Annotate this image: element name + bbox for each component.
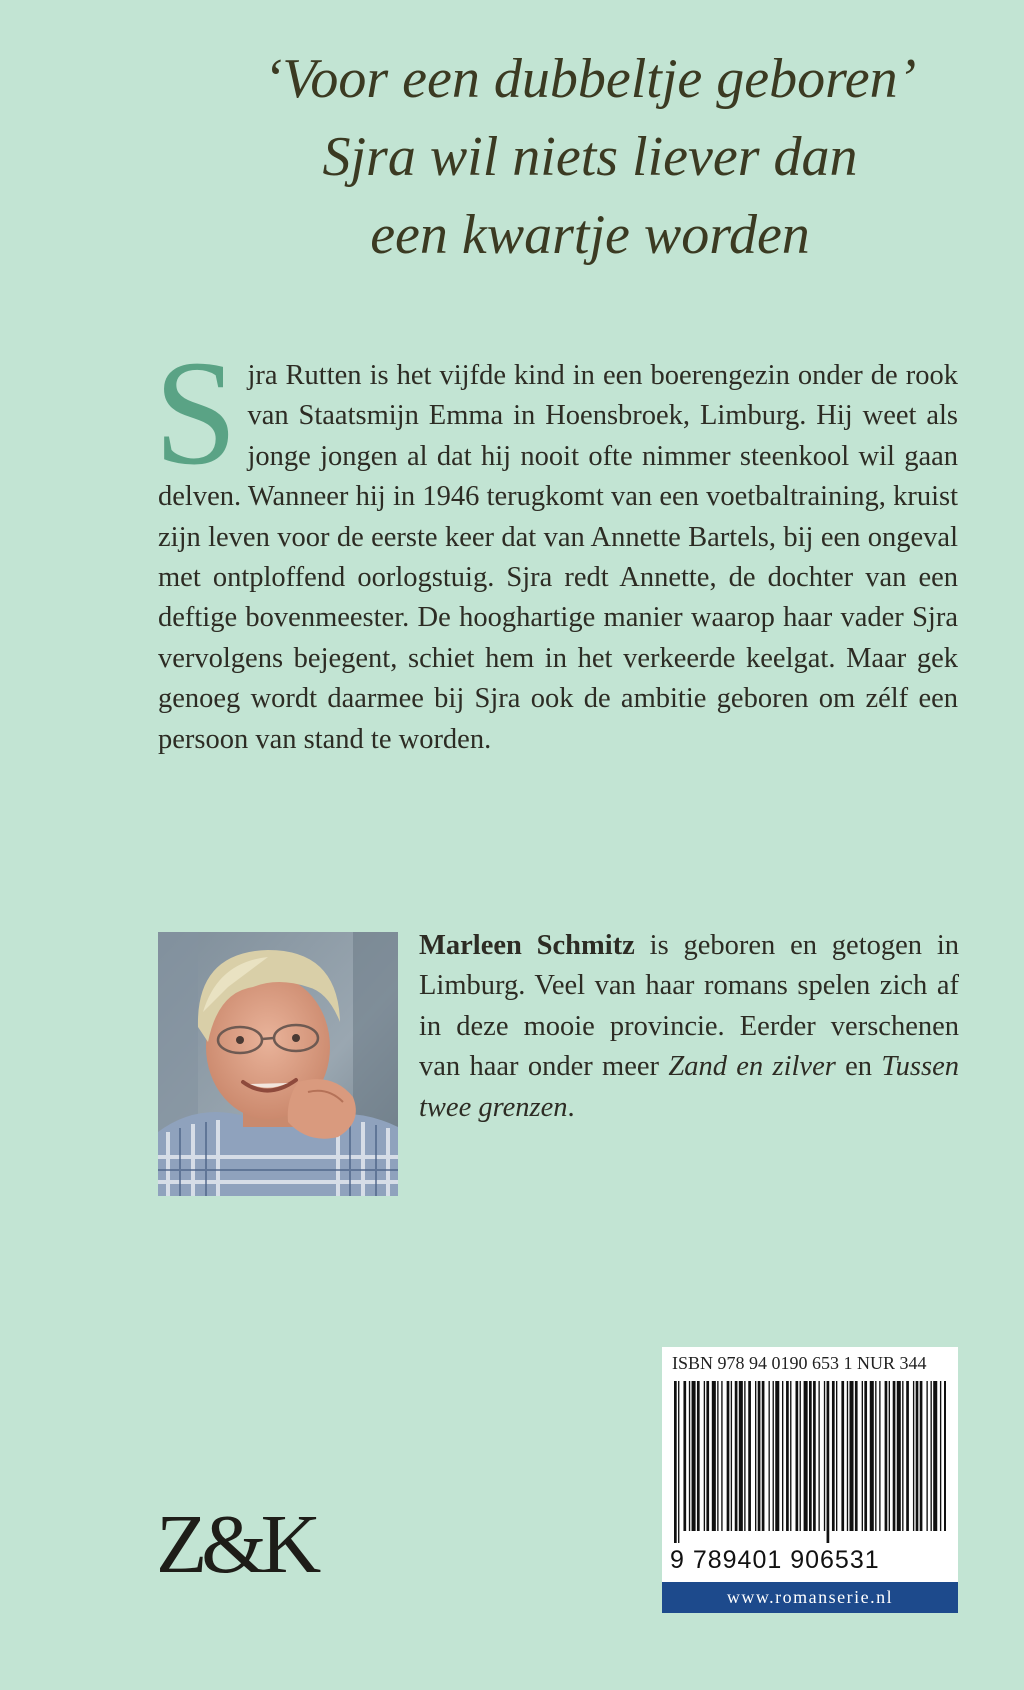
barcode-bar xyxy=(885,1381,888,1531)
author-name: Marleen Schmitz xyxy=(419,930,635,961)
barcode-bar xyxy=(847,1381,848,1531)
barcode-bar xyxy=(926,1381,927,1531)
barcode-bar xyxy=(739,1381,743,1531)
barcode-bar xyxy=(712,1381,716,1531)
barcode-bar xyxy=(674,1381,677,1543)
barcode-bar xyxy=(790,1381,791,1531)
barcode-bar xyxy=(916,1381,919,1531)
barcode-bar xyxy=(809,1381,812,1531)
barcode-bar xyxy=(855,1381,858,1531)
website-url: www.romanserie.nl xyxy=(662,1582,958,1613)
tagline-line-1: ‘Voor een dubbeltje geboren’ xyxy=(263,48,917,110)
barcode-bar xyxy=(731,1381,732,1531)
tagline-line-3: een kwartje worden xyxy=(370,204,810,266)
barcode-bar xyxy=(850,1381,854,1531)
tagline xyxy=(150,40,1024,274)
barcode-bar xyxy=(862,1381,863,1531)
barcode-bar xyxy=(692,1381,696,1531)
barcode-bar xyxy=(782,1381,783,1531)
barcode-bar xyxy=(897,1381,901,1531)
isbn-text: ISBN 978 94 0190 653 1 NUR 344 xyxy=(672,1353,927,1373)
barcode-bar xyxy=(786,1381,789,1531)
barcode-bar xyxy=(706,1381,709,1531)
barcode-bar xyxy=(762,1381,765,1531)
barcode-bar xyxy=(824,1381,825,1531)
barcode-bar xyxy=(775,1381,779,1531)
barcode-bar xyxy=(841,1381,844,1531)
barcode-bar xyxy=(827,1381,830,1543)
book-title-2: Tussen twee grenzen xyxy=(419,1051,959,1123)
barcode-bar xyxy=(735,1381,738,1531)
barcode-bar xyxy=(889,1381,890,1531)
barcode-bar xyxy=(744,1381,745,1531)
barcode-bar xyxy=(704,1381,705,1531)
barcode-digits: 9 789401 906531 xyxy=(670,1546,880,1574)
barcode-bar xyxy=(773,1381,774,1531)
barcode-bar xyxy=(931,1381,932,1531)
barcode-bar xyxy=(697,1381,700,1531)
barcode-bar xyxy=(875,1381,876,1531)
barcode-bar xyxy=(796,1381,799,1531)
barcode-bar xyxy=(920,1381,923,1531)
barcode-bar xyxy=(758,1381,761,1531)
author-photo xyxy=(158,932,398,1196)
author-bio-text-1: is geboren en getogen in Limburg. Veel van haar romans spelen zich af in deze mooie provincie. Eerder verschenen van haar onder meer xyxy=(419,930,959,1083)
barcode-label xyxy=(662,1347,958,1613)
author-portrait-image xyxy=(158,932,398,1196)
barcode-bar xyxy=(727,1381,730,1531)
tagline-line-2: Sjra wil niets liever dan xyxy=(322,126,858,188)
barcode-bar xyxy=(769,1381,770,1531)
barcode-bar xyxy=(800,1381,801,1531)
barcode-bar xyxy=(870,1381,874,1531)
barcode-bar xyxy=(818,1381,819,1531)
barcode-bar xyxy=(864,1381,867,1531)
barcode-bar xyxy=(944,1381,946,1531)
barcode-bar xyxy=(893,1381,896,1531)
barcode-bar xyxy=(832,1381,835,1531)
drop-cap: S xyxy=(154,330,238,496)
barcode-bar xyxy=(933,1381,937,1531)
blurb-text: jra Rutten is het vijfde kind in een boerengezin onder de rook van Staatsmijn Emma in Hoensbroek, Limburg. Hij weet als jonge jongen al dat hij nooit ofte nimmer steenkool wil gaan delven. Wanneer hij in 1946 terugkomt van een voetbaltraining, kruist zijn leven voor de eerste keer dat van Annette Bartels, bij een ongeval met ontploffend oorlogstuig. Sjra redt Annette, de dochter van een deftige bovenmeester. De hooghartige manier waarop haar vader Sjra vervolgens bejegent, schiet hem in het verkeerde keelgat. Maar gek genoeg wordt daarmee bij Sjra ook de ambitie geboren om zélf een persoon van stand te worden. xyxy=(158,360,958,755)
barcode-bar xyxy=(748,1381,751,1531)
publisher-logo: Z&K xyxy=(156,1498,316,1591)
barcode-bar xyxy=(906,1381,909,1531)
barcode-bar xyxy=(813,1381,816,1531)
barcode-bar xyxy=(683,1381,686,1531)
barcode-bars xyxy=(674,1381,946,1543)
barcode-bar xyxy=(717,1381,718,1531)
barcode-bar xyxy=(879,1381,880,1531)
barcode-bar xyxy=(913,1381,914,1531)
barcode-bar xyxy=(721,1381,722,1531)
barcode-bar xyxy=(940,1381,941,1531)
barcode-bar xyxy=(689,1381,690,1531)
author-bio xyxy=(419,926,959,1128)
book-blurb xyxy=(154,330,958,760)
author-bio-text-3: . xyxy=(567,1091,575,1123)
author-bio-text-2: en xyxy=(835,1051,882,1083)
barcode-bar xyxy=(804,1381,808,1531)
barcode-bar xyxy=(678,1381,679,1543)
barcode-bar xyxy=(902,1381,903,1531)
book-title-1: Zand en zilver xyxy=(668,1051,836,1083)
barcode-bar xyxy=(755,1381,756,1531)
barcode-bar xyxy=(836,1381,837,1531)
